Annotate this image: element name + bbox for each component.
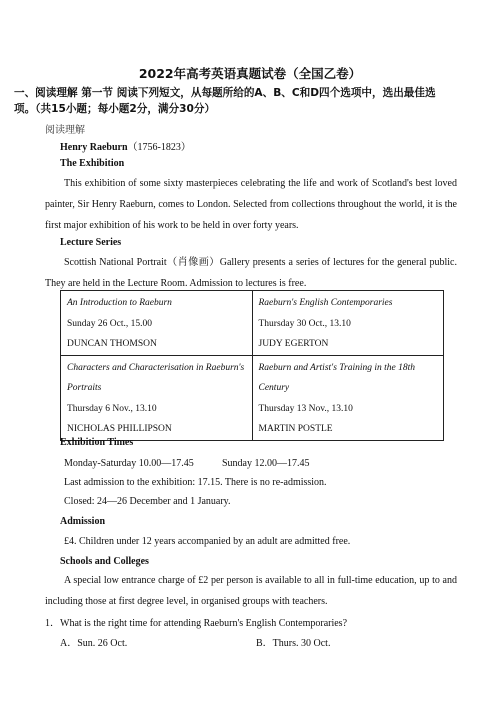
section-instruction-line-1: 一、阅读理解 第一节 阅读下列短文，从每题所给的A、B、C和D四个选项中，选出最佳选 <box>14 87 436 99</box>
exhibition-heading: The Exhibition <box>60 158 125 169</box>
lecture-speaker: JUDY EGERTON <box>258 339 329 349</box>
last-admission: Last admission to the exhibition: 17.15. There is no re-admission. <box>64 477 327 488</box>
exhibition-paragraph: This exhibition of some sixty masterpieces celebrating the life and work of Scotland's best loved painter, Sir Henry Raeburn, comes to London. Selected from collections throughout the world, it is the first major exhibition of his work to be held in over forty years. <box>45 178 457 231</box>
painter-years: （1756-1823） <box>127 142 191 153</box>
option-b[interactable]: B．Thurs. 30 Oct. <box>256 638 331 649</box>
reading-label: 阅读理解 <box>45 125 85 136</box>
lecture-title: An Introduction to Raeburn <box>67 298 172 308</box>
table-cell <box>61 291 253 356</box>
table-cell <box>252 291 444 356</box>
page-title: 2022年高考英语真题试卷（全国乙卷） <box>138 66 362 81</box>
times-sunday: Sunday 12.00—17.45 <box>222 458 310 469</box>
lecture-speaker: MARTIN POSTLE <box>258 424 333 434</box>
painter-name: Henry Raeburn <box>60 142 128 153</box>
table-row <box>61 355 444 440</box>
lecture-paragraph: Scottish National Portrait（肖像画）Gallery presents a series of lectures for the general public. They are held in the Lecture Room. Admission to lectures is free. <box>45 257 457 289</box>
lecture-table <box>60 290 444 441</box>
passage-title <box>60 138 191 153</box>
lecture-time: Sunday 26 Oct., 15.00 <box>67 318 152 329</box>
closed-dates: Closed: 24—26 December and 1 January. <box>64 496 231 507</box>
lecture-title-continued: Portraits <box>67 383 102 393</box>
lecture-title: Raeburn and Artist's Training in the 18th <box>258 362 416 373</box>
lecture-heading: Lecture Series <box>60 237 122 248</box>
lecture-time: Thursday 30 Oct., 13.10 <box>258 318 351 329</box>
lecture-time: Thursday 6 Nov., 13.10 <box>67 403 157 414</box>
times-weekday: Monday-Saturday 10.00—17.45 <box>64 458 194 469</box>
schools-paragraph: A special low entrance charge of £2 per person is available to all in full-time education, up to and including those at first degree level, in organised groups with teachers. <box>45 575 457 607</box>
schools-heading: Schools and Colleges <box>60 556 149 567</box>
lecture-speaker: NICHOLAS PHILLIPSON <box>67 424 172 434</box>
lecture-speaker: DUNCAN THOMSON <box>67 339 157 349</box>
question-text: 1．What is the right time for attending Raeburn's English Contemporaries? <box>45 618 348 629</box>
section-instruction <box>14 85 484 117</box>
admission-heading: Admission <box>60 516 106 527</box>
table-row <box>61 291 444 356</box>
lecture-title: Characters and Characterisation in Raeburn's <box>67 362 245 373</box>
table-cell <box>61 355 253 440</box>
times-heading: Exhibition Times <box>60 437 134 448</box>
lecture-title-continued: Century <box>258 383 290 393</box>
table-cell <box>252 355 444 440</box>
admission-text: £4. Children under 12 years accompanied by an adult are admitted free. <box>64 536 351 547</box>
section-instruction-line-2: 项。（共15小题；每小题2分，满分30分） <box>14 103 216 115</box>
lecture-time: Thursday 13 Nov., 13.10 <box>258 403 353 414</box>
option-a[interactable]: A．Sun. 26 Oct. <box>60 638 128 649</box>
lecture-title: Raeburn's English Contemporaries <box>258 298 393 308</box>
